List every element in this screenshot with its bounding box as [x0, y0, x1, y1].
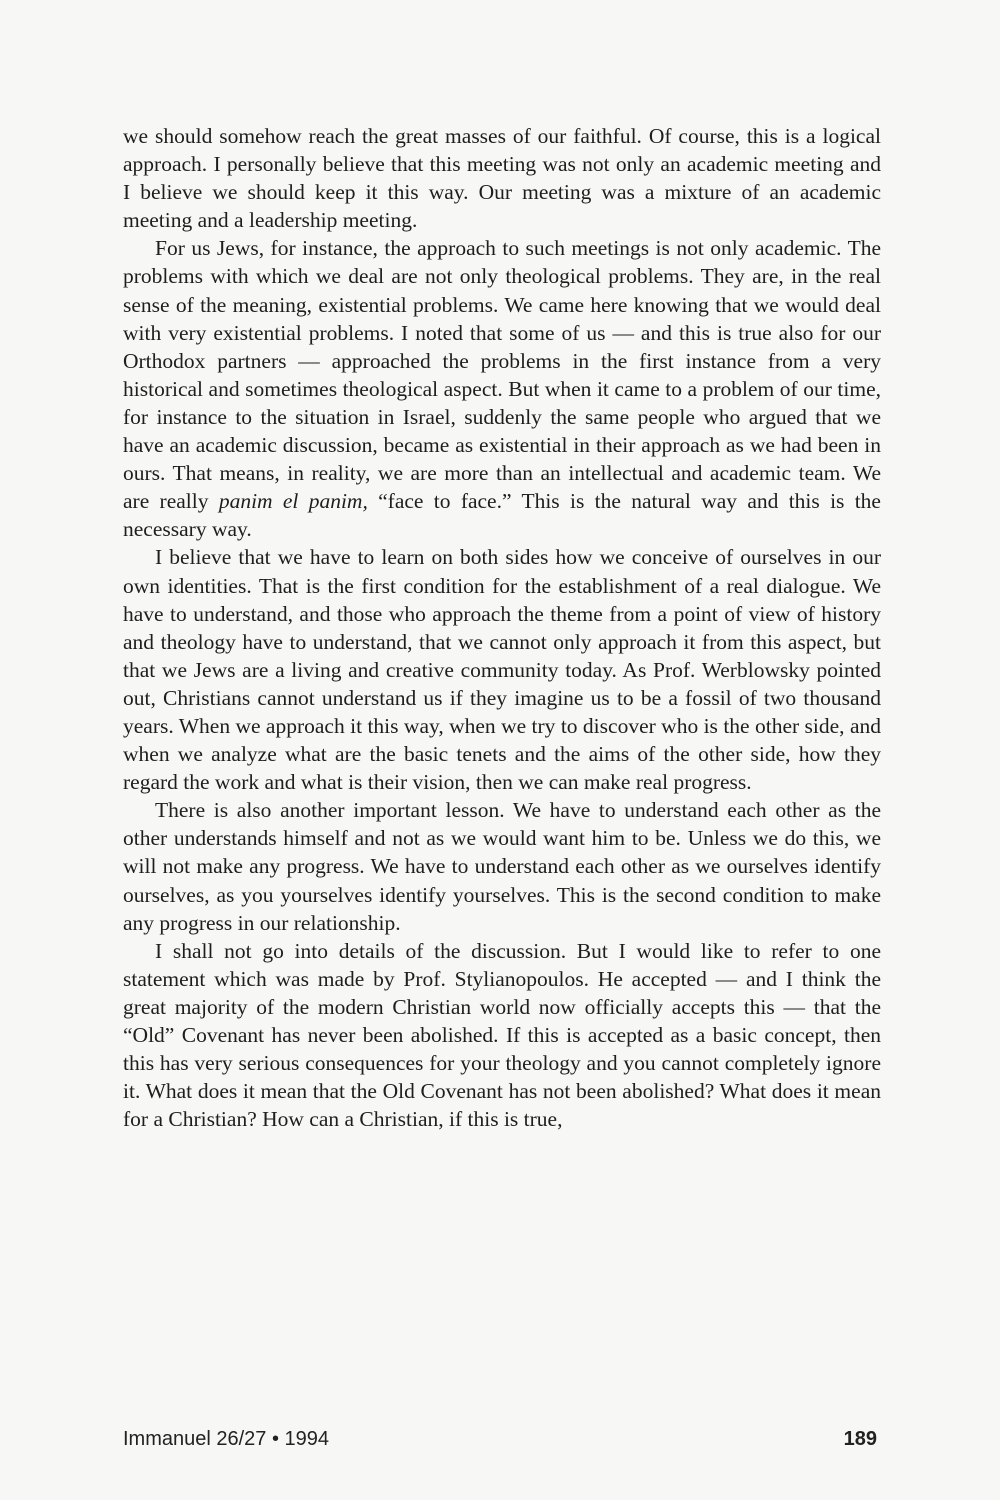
journal-citation: Immanuel 26/27 • 1994 — [123, 1428, 330, 1450]
page-number: 189 — [843, 1428, 877, 1450]
paragraph — [123, 543, 881, 796]
paragraph — [123, 796, 881, 936]
paragraph-text: There is also another important lesson. We have to understand each other as the other understands himself and not as we would want him to be. Unless we do this, we will not make any progress. We have to understand each other as we ourselves identify ourselves, as you yourselves identify yourselves. This is the second condition to make any progress in our relationship. — [123, 798, 881, 935]
paragraph-text: we should somehow reach the great masses of our faithful. Of course, this is a logical approach. I personally believe that this meeting was not only an academic meeting and I believe we should keep it this way. Our meeting was a mixture of an academic meeting and a leadership meeting. — [123, 124, 881, 233]
body-text — [123, 122, 881, 1133]
paragraph-text: I believe that we have to learn on both sides how we conceive of ourselves in our own identities. That is the first condition for the establishment of a real dialogue. We have to understand, and those who approach the theme from a point of view of history and theology have to understand, that we cannot only approach it from this aspect, but that we Jews are a living and creative community today. As Prof. Werblowsky pointed out, Christians cannot understand us if they imagine us to be a fossil of two thousand years. When we approach it this way, when we try to discover who is the other side, and when we analyze what are the basic tenets and the aims of the other side, how they regard the work and what is their vision, then we can make real progress. — [123, 545, 881, 795]
paragraph — [123, 122, 881, 234]
paragraph-text: “face to face.” This is the natural way and this is the necessary way. — [123, 489, 881, 542]
italic-phrase: panim el panim, — [218, 489, 368, 514]
paragraph — [123, 234, 881, 543]
paragraph-text: For us Jews, for instance, the approach to such meetings is not only academic. The problems with which we deal are not only theological problems. They are, in the real sense of the meaning, existential problems. We came here knowing that we would deal with very existential problems. I noted that some of us — and this is true also for our Orthodox partners — approached the problems in the first instance from a very historical and sometimes theological aspect. But when it came to a problem of our time, for instance to the situation in Israel, suddenly the same people who argued that we have an academic discussion, became as existential in their approach as we had been in ours. That means, in reality, we are more than an intellectual and academic team. We are really — [123, 236, 881, 514]
paragraph-text: I shall not go into details of the discussion. But I would like to refer to one statement which was made by Prof. Stylianopoulos. He accepted — and I think the great majority of the modern Christian world now officially accepts this — that the “Old” Covenant has never been abolished. If this is accepted as a basic concept, then this has very serious consequences for your theology and you cannot completely ignore it. What does it mean that the Old Covenant has not been abolished? What does it mean for a Christian? How can a Christian, if this is true, — [123, 938, 881, 1132]
paragraph — [123, 937, 881, 1134]
